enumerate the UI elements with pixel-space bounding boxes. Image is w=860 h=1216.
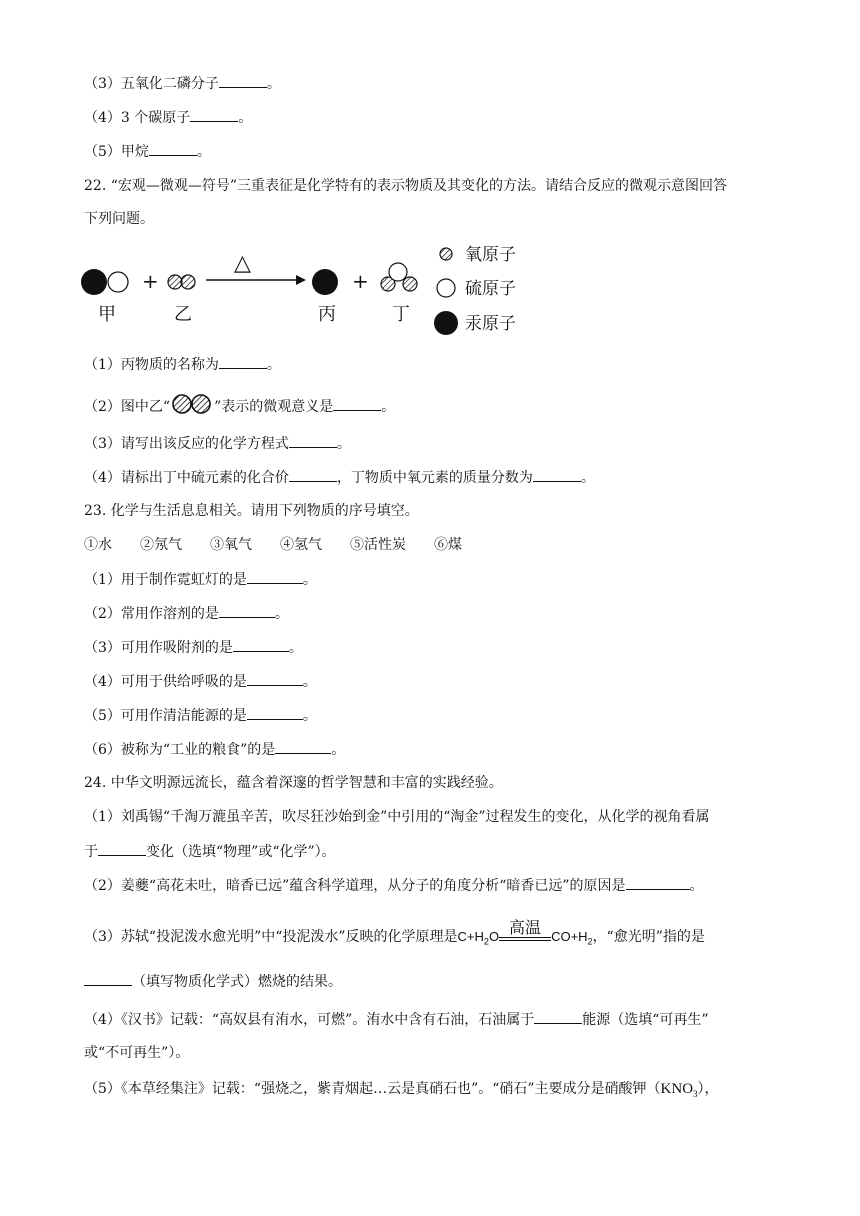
reaction-diagram-svg — [74, 240, 544, 340]
q21-item3: （3）五氧化二磷分子 。 — [84, 73, 281, 94]
answer-blank[interactable] — [333, 396, 381, 411]
ding-molecule — [381, 263, 417, 291]
q23-stem: 23. 化学与生活息息相关。请用下列物质的序号填空。 — [84, 503, 419, 519]
q22-item2: （2）图中乙“ ”表示的微观意义是 。 — [84, 393, 395, 421]
heat-condition-symbol: △ — [234, 251, 251, 276]
q24-item5 — [84, 1079, 719, 1104]
q24-item2: （2）姜夔“高花未吐，暗香已远”蕴含科学道理，从分子的角度分析“暗香已远”的原因是 。 — [84, 875, 704, 896]
label-ding: 丁 — [392, 304, 410, 325]
q23-item2: （2）常用作溶剂的是 。 — [84, 603, 289, 624]
q23-options — [84, 535, 490, 555]
q24-item3-text-b: （填写物质化学式）燃烧的结果。 — [132, 974, 342, 990]
q24-item1-line1: （1）刘禹锡“千淘万漉虽辛苦，吹尽狂沙始到金”中引用的“淘金”过程发生的变化，从化学的视角看属 — [84, 809, 710, 825]
q24-item2-text: （2）姜夔“高花未吐，暗香已远”蕴含科学道理，从分子的角度分析“暗香已远”的原因是 — [84, 878, 626, 894]
q24-item4-line1 — [84, 1009, 709, 1030]
q24-item1-text-pre: 于 — [84, 844, 98, 860]
q23-item5-text: （5）可用作清洁能源的是 — [84, 708, 247, 724]
option-4: ④氢气 — [280, 537, 322, 553]
q23-item3-text: （3）可用作吸附剂的是 — [84, 640, 233, 656]
option-1: ①水 — [84, 537, 112, 553]
legend-oxygen: 氧原子 — [465, 245, 516, 265]
reaction-micro-diagram — [74, 240, 544, 340]
q24-item5-text-post: ）， — [697, 1081, 719, 1097]
q22-item2-text-a: （2）图中乙“ — [84, 399, 171, 415]
answer-blank[interactable] — [289, 467, 337, 482]
q22-item1: （1）丙物质的名称为 。 — [84, 354, 281, 375]
legend-sulfur-icon — [437, 279, 455, 297]
answer-blank[interactable] — [247, 671, 303, 686]
option-5: ⑤活性炭 — [350, 537, 406, 553]
q22-item4-text-a: （4）请标出丁中硫元素的化合价 — [84, 470, 289, 486]
answer-blank[interactable] — [219, 73, 267, 88]
answer-blank[interactable] — [534, 1009, 582, 1024]
q22-item3-text: （3）请写出该反应的化学方程式 — [84, 436, 289, 452]
q24-item1-text-post: 变化（选填“物理”或“化学”）。 — [146, 844, 336, 860]
formula-kno3: $KNO_3$ — [660, 1081, 698, 1099]
oxygen-molecule-icon — [170, 393, 214, 421]
legend-mercury-icon — [434, 311, 458, 335]
q24-item4-text-post: 能源（选填“可再生” — [582, 1012, 709, 1028]
answer-blank[interactable] — [149, 141, 197, 156]
q23-item4: （4）可用于供给呼吸的是 。 — [84, 671, 317, 692]
q24-stem: 24. 中华文明源远流长，蕴含着深邃的哲学智慧和丰富的实践经验。 — [84, 775, 503, 791]
option-3: ③氧气 — [210, 537, 252, 553]
q21-item4: （4）3 个碳原子 。 — [84, 107, 252, 128]
q24-item4-line2: 或“不可再生”）。 — [84, 1045, 190, 1061]
q22-item2-text-b: ”表示的微观意义是 — [214, 399, 334, 415]
q22-item4-text-b: ，丁物质中氧元素的质量分数为 — [336, 470, 533, 486]
plus-sign: + — [142, 269, 159, 293]
answer-blank[interactable] — [247, 705, 303, 720]
q23-item1: （1）用于制作霓虹灯的是 。 — [84, 569, 317, 590]
q23-item3: （3）可用作吸附剂的是 。 — [84, 637, 303, 658]
q23-item6: （6）被称为“工业的粮食”的是 。 — [84, 739, 345, 760]
answer-blank[interactable] — [98, 841, 146, 856]
plus-sign-2: + — [352, 269, 369, 293]
reaction-arrow — [206, 251, 306, 285]
q24-item3-text-post: ，“愈光明”指的是 — [592, 929, 705, 945]
answer-blank[interactable] — [289, 433, 337, 448]
q22-item1-text: （1）丙物质的名称为 — [84, 357, 219, 373]
q21-item5: （5）甲烷 。 — [84, 141, 211, 162]
option-2: ②氖气 — [140, 537, 182, 553]
q24-item4-text-pre: （4）《汉书》记载：“高奴县有洧水，可燃”。洧水中含有石油，石油属于 — [84, 1012, 535, 1028]
option-6: ⑥煤 — [434, 537, 462, 553]
q24-item1-line2 — [84, 841, 336, 862]
answer-blank[interactable] — [626, 875, 690, 890]
q24-item3-line1 — [84, 918, 705, 952]
q23-item4-text: （4）可用于供给呼吸的是 — [84, 674, 247, 690]
answer-blank[interactable] — [247, 569, 303, 584]
q22-stem-line2: 下列问题。 — [84, 211, 154, 227]
legend-sulfur: 硫原子 — [465, 279, 516, 299]
answer-blank[interactable] — [84, 971, 132, 986]
label-yi: 乙 — [174, 304, 192, 325]
legend — [434, 245, 516, 335]
q23-item6-text: （6）被称为“工业的粮食”的是 — [84, 742, 276, 758]
yi-molecule — [168, 275, 195, 289]
label-jia: 甲 — [98, 304, 116, 325]
legend-mercury: 汞原子 — [465, 314, 516, 334]
q23-item5: （5）可用作清洁能源的是 。 — [84, 705, 317, 726]
q21-item3-text: （3）五氧化二磷分子 — [84, 76, 219, 92]
q24-item5-text-pre: （5）《本草经集注》记载：“强烧之，紫青烟起…云是真硝石也”。“硝石”主要成分是硝酸钾（ — [84, 1081, 661, 1097]
legend-oxygen-icon — [440, 248, 452, 260]
q21-item5-text: （5）甲烷 — [84, 144, 149, 160]
q23-item2-text: （2）常用作溶剂的是 — [84, 606, 219, 622]
answer-blank[interactable] — [233, 637, 289, 652]
answer-blank[interactable] — [219, 354, 267, 369]
q24-item3-line2 — [84, 971, 342, 992]
reaction-condition: 高温 — [509, 918, 542, 937]
q23-item1-text: （1）用于制作霓虹灯的是 — [84, 572, 247, 588]
answer-blank[interactable] — [275, 739, 331, 754]
q22-item3: （3）请写出该反应的化学方程式 。 — [84, 433, 351, 454]
answer-blank[interactable] — [533, 467, 581, 482]
q21-item4-text: （4）3 个碳原子 — [84, 110, 191, 126]
jia-molecule — [81, 269, 128, 295]
bing-atom — [312, 269, 338, 295]
q22-stem-line1: 22. “宏观—微观—符号”三重表征是化学特有的表示物质及其变化的方法。请结合反应的微观示意图回答 — [84, 178, 728, 194]
q22-item4: （4）请标出丁中硫元素的化合价 ，丁物质中氧元素的质量分数为 。 — [84, 467, 595, 488]
label-bing: 丙 — [318, 304, 336, 325]
chemical-equation: $C+H_2O$ 高温 $CO+H_2$ — [457, 918, 593, 947]
answer-blank[interactable] — [219, 603, 275, 618]
answer-blank[interactable] — [190, 107, 238, 122]
q24-item3-text-pre: （3）苏轼“投泥泼水愈光明”中“投泥泼水”反映的化学原理是 — [84, 929, 458, 945]
